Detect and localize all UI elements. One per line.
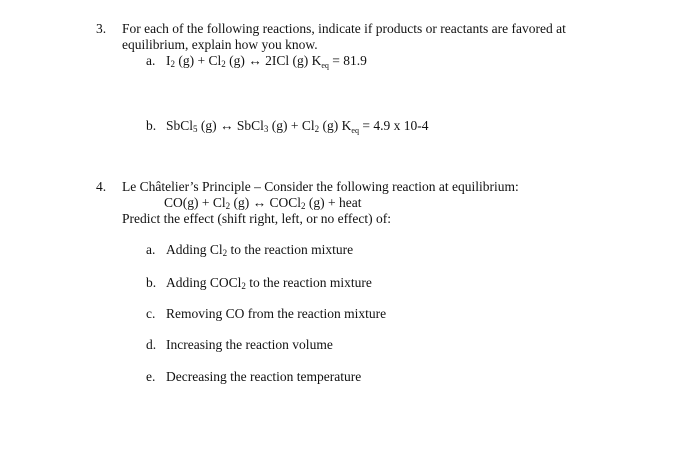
q4d-label: d. xyxy=(146,337,157,352)
q4-text-line1: Le Châtelier’s Principle – Consider the following reaction at equilibrium: xyxy=(122,179,519,194)
q4b-text: Adding COCl$_2$ to the reaction mixture xyxy=(166,275,372,291)
q3-text-line1: For each of the following reactions, indicate if products or reactants are favored at xyxy=(122,21,566,36)
q4b-label: b. xyxy=(146,275,157,290)
q4c-text: Removing CO from the reaction mixture xyxy=(166,306,387,321)
q3a-reaction: $I_2$ $(g) + Cl_2$ (g) ↔ 2ICl (g) $K_{eq} = 81.9$ xyxy=(166,53,367,70)
q3-number: 3. xyxy=(96,21,107,36)
q3b-reaction: SbCl$_5$ (g) ↔ SbCl$_3$ $(g) + Cl_2$ (g) $K_{eq} = 4.9$ x 10-4 xyxy=(166,118,429,135)
q3a-label: a. xyxy=(146,53,156,68)
q4e-text: Decreasing the reaction temperature xyxy=(166,369,362,384)
q4c-label: c. xyxy=(146,306,156,321)
q3-text-line2: equilibrium, explain how you know. xyxy=(122,37,318,52)
q4-reaction: $CO(g) + Cl_2$ (g) ↔ COCl$_2$ (g) + heat xyxy=(164,195,362,211)
q4a-label: a. xyxy=(146,242,156,257)
q4-number: 4. xyxy=(96,179,107,194)
q4e-label: e. xyxy=(146,369,156,384)
q4d-text: Increasing the reaction volume xyxy=(166,337,333,352)
q4-predict-text: Predict the effect (shift right, left, or no effect) of: xyxy=(122,211,392,226)
q4a-text: Adding $Cl_2$ to the reaction mixture xyxy=(166,242,354,258)
q3b-label: b. xyxy=(146,118,157,133)
